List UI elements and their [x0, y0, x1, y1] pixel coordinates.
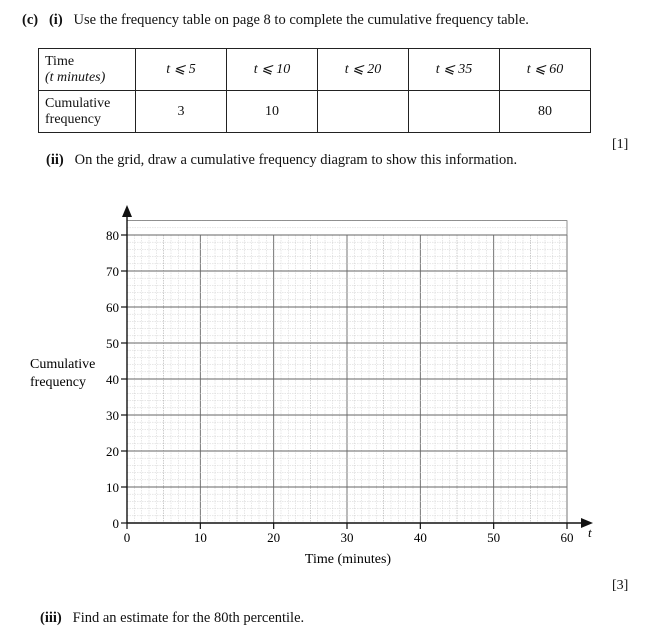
header-cumfreq-line1: Cumulative — [45, 95, 111, 111]
x-axis-variable: t — [588, 525, 592, 540]
x-tick-label: 20 — [267, 530, 281, 545]
y-axis-label-line1: Cumulative — [30, 357, 96, 372]
x-tick-label: 0 — [123, 530, 131, 545]
table-row-time — [39, 49, 591, 91]
y-axis-label-line2: frequency — [30, 375, 86, 390]
table-col-3: t ⩽ 20 — [318, 49, 409, 91]
x-tick-label: 60 — [560, 530, 574, 545]
table-header-cumfreq — [39, 91, 136, 133]
table-col-5: t ⩽ 60 — [500, 49, 591, 91]
sub-ii-label: (ii) — [46, 152, 64, 168]
table-col-2: t ⩽ 10 — [227, 49, 318, 91]
table-value-1: 3 — [136, 91, 227, 133]
table-value-3-answer[interactable] — [318, 91, 409, 133]
sub-iii-label: (iii) — [40, 610, 62, 626]
y-tick-label: 60 — [106, 300, 119, 315]
y-tick-label: 70 — [106, 264, 119, 279]
sub-ii-text: On the grid, draw a cumulative frequency diagram to show this information. — [74, 152, 518, 168]
x-tick-label: 40 — [413, 530, 427, 545]
header-time-line2: (t minutes) — [45, 69, 106, 85]
x-tick-label: 30 — [340, 530, 354, 545]
y-tick-label: 0 — [112, 516, 119, 531]
y-tick-label: 10 — [106, 480, 119, 495]
table-row-cumfreq — [39, 91, 591, 133]
table-value-2: 10 — [227, 91, 318, 133]
y-axis-arrow-icon — [122, 205, 132, 217]
sub-iii-text: Find an estimate for the 80th percentile. — [72, 610, 305, 626]
cumulative-frequency-table — [38, 48, 591, 133]
y-tick-label: 40 — [106, 372, 119, 387]
header-time-line1: Time — [45, 53, 75, 69]
question-c-iii — [40, 610, 304, 627]
question-c-ii — [46, 152, 517, 169]
y-tick-label: 50 — [106, 336, 119, 351]
y-tick-label: 30 — [106, 408, 119, 423]
y-tick-label: 80 — [106, 228, 119, 243]
table-col-4: t ⩽ 35 — [409, 49, 500, 91]
grid-lines — [127, 221, 567, 523]
sub-i-label: (i) — [48, 12, 63, 28]
table-value-5: 80 — [500, 91, 591, 133]
x-axis-label: Time (minutes) — [304, 552, 392, 567]
part-c-label: (c) — [22, 12, 39, 28]
header-cumfreq-line2: frequency — [45, 111, 101, 127]
x-tick-label: 10 — [193, 530, 207, 545]
cumulative-frequency-grid[interactable] — [0, 195, 655, 575]
table-header-time — [39, 49, 136, 91]
sub-i-text: Use the frequency table on page 8 to complete the cumulative frequency table. — [73, 12, 529, 28]
x-tick-label: 50 — [487, 530, 501, 545]
table-col-1: t ⩽ 5 — [136, 49, 227, 91]
mark-i: [1] — [612, 137, 629, 152]
question-c-i — [22, 12, 529, 29]
y-tick-label: 20 — [106, 444, 119, 459]
mark-ii: [3] — [612, 578, 629, 593]
table-value-4-answer[interactable] — [409, 91, 500, 133]
